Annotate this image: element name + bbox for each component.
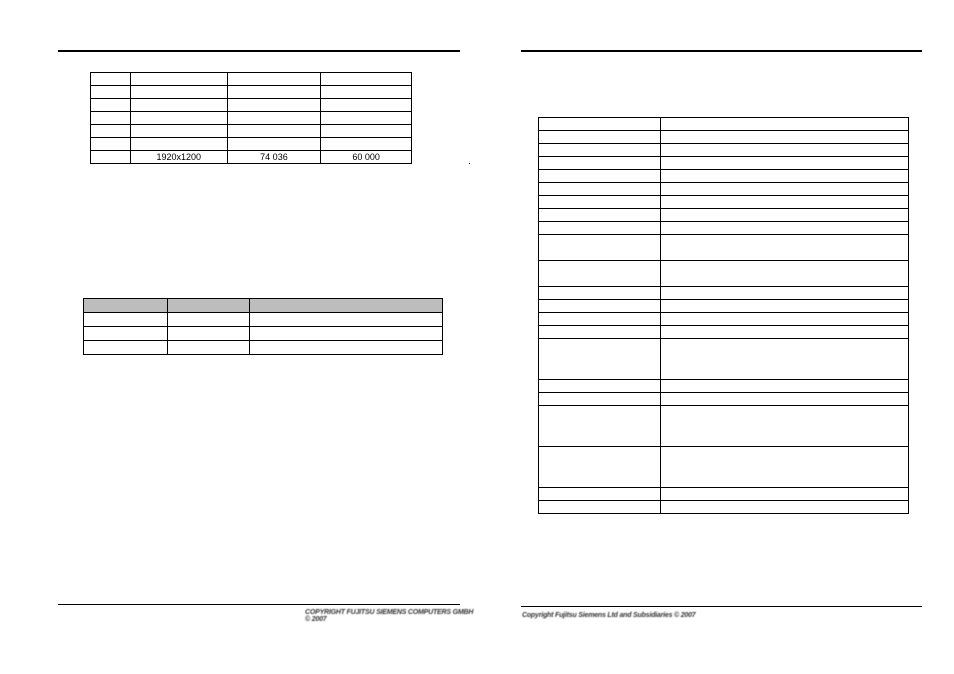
- features-table-row: [539, 393, 909, 406]
- features-table-row: [539, 326, 909, 339]
- features-table-cell: [539, 501, 661, 514]
- resolution-table-cell: [130, 112, 227, 125]
- stray-mark: [469, 163, 470, 164]
- features-table-row: [539, 144, 909, 157]
- resolution-table-cell: [227, 86, 321, 99]
- features-table-row: [539, 406, 909, 447]
- features-table-cell: [661, 447, 909, 488]
- resolution-table-cell: 60 000: [321, 151, 412, 164]
- features-table-cell: [539, 287, 661, 300]
- features-table-row: [539, 261, 909, 287]
- resolution-table-cell: [130, 138, 227, 151]
- spec-table-row: [84, 327, 443, 341]
- spec-table-cell: [167, 327, 249, 341]
- features-table-cell: [661, 488, 909, 501]
- resolution-table-row: [91, 86, 412, 99]
- features-table-cell: [661, 235, 909, 261]
- resolution-table-cell: [227, 125, 321, 138]
- features-table-cell: [661, 170, 909, 183]
- features-table-row: [539, 131, 909, 144]
- features-table-row: [539, 183, 909, 196]
- features-table-cell: [539, 488, 661, 501]
- resolution-table-cell: [227, 73, 321, 86]
- resolution-table-cell: [91, 125, 131, 138]
- features-table-row: [539, 170, 909, 183]
- features-table-row: [539, 380, 909, 393]
- features-table-cell: [539, 313, 661, 326]
- resolution-table-cell: [91, 86, 131, 99]
- features-table-cell: [661, 209, 909, 222]
- resolution-table-row: [91, 73, 412, 86]
- features-table-cell: [661, 144, 909, 157]
- spec-table-cell: [84, 341, 168, 355]
- features-table-cell: [539, 406, 661, 447]
- left-footer-copyright: COPYRIGHT FUJITSU SIEMENS COMPUTERS GMBH © 2007: [305, 609, 474, 623]
- features-table-row: [539, 157, 909, 170]
- features-table-row: [539, 196, 909, 209]
- features-table-cell: [661, 157, 909, 170]
- features-table-cell: [539, 235, 661, 261]
- left-footer-rule: [58, 604, 460, 605]
- features-table-cell: [539, 261, 661, 287]
- resolution-table-cell: 74 036: [227, 151, 321, 164]
- features-table-cell: [661, 406, 909, 447]
- features-table-cell: [539, 447, 661, 488]
- features-table-cell: [539, 339, 661, 380]
- features-table-row: [539, 313, 909, 326]
- resolution-table: [90, 72, 412, 164]
- features-table-row: [539, 287, 909, 300]
- resolution-table-cell: [321, 112, 412, 125]
- spec-table: [83, 298, 443, 355]
- resolution-table-cell: [130, 125, 227, 138]
- resolution-table-cell: 1920x1200: [130, 151, 227, 164]
- features-table-cell: [539, 131, 661, 144]
- resolution-table-row: [91, 112, 412, 125]
- spec-table-cell: [249, 341, 442, 355]
- right-header-rule: [521, 50, 922, 52]
- spec-table-header: [167, 299, 249, 313]
- resolution-table-cell: [321, 73, 412, 86]
- resolution-table-cell: [321, 125, 412, 138]
- resolution-table-cell: [130, 99, 227, 112]
- features-table-row: [539, 300, 909, 313]
- resolution-table-cell: [91, 73, 131, 86]
- spec-table-cell: [84, 313, 168, 327]
- features-table-cell: [661, 326, 909, 339]
- spec-table-row: [84, 313, 443, 327]
- spec-table-cell: [167, 341, 249, 355]
- resolution-table-cell: [227, 99, 321, 112]
- features-table-cell: [661, 261, 909, 287]
- features-table-cell: [539, 170, 661, 183]
- features-table-cell: [661, 380, 909, 393]
- features-table-row: [539, 501, 909, 514]
- features-table-cell: [539, 326, 661, 339]
- spec-table-cell: [167, 313, 249, 327]
- features-table-cell: [661, 287, 909, 300]
- features-table-cell: [539, 222, 661, 235]
- resolution-table-cell: [321, 138, 412, 151]
- features-table: [538, 117, 909, 514]
- resolution-table-cell: [130, 73, 227, 86]
- resolution-table-row: [91, 151, 412, 164]
- resolution-table-cell: [91, 138, 131, 151]
- features-table-cell: [661, 118, 909, 131]
- right-footer-copyright: Copyright Fujitsu Siemens Ltd and Subsidiaries © 2007: [522, 612, 696, 619]
- features-table-cell: [661, 300, 909, 313]
- resolution-table-cell: [321, 99, 412, 112]
- right-page: [477, 0, 954, 674]
- features-table-cell: [661, 313, 909, 326]
- features-table-row: [539, 118, 909, 131]
- features-table-row: [539, 222, 909, 235]
- features-table-cell: [539, 380, 661, 393]
- features-table-cell: [661, 196, 909, 209]
- features-table-cell: [661, 131, 909, 144]
- features-table-cell: [539, 144, 661, 157]
- resolution-table-cell: [91, 112, 131, 125]
- spec-table-cell: [249, 327, 442, 341]
- spec-table-header-row: [84, 299, 443, 313]
- resolution-table-cell: [227, 138, 321, 151]
- features-table-row: [539, 488, 909, 501]
- features-table-row: [539, 339, 909, 380]
- spec-table-header: [249, 299, 442, 313]
- features-table-row: [539, 235, 909, 261]
- left-header-rule: [58, 50, 460, 52]
- resolution-table-cell: [91, 151, 131, 164]
- features-table-row: [539, 447, 909, 488]
- features-table-cell: [539, 209, 661, 222]
- resolution-table-row: [91, 138, 412, 151]
- spec-table-header: [84, 299, 168, 313]
- features-table-cell: [661, 501, 909, 514]
- features-table-cell: [539, 157, 661, 170]
- features-table-cell: [661, 393, 909, 406]
- features-table-cell: [539, 183, 661, 196]
- resolution-table-cell: [227, 112, 321, 125]
- spec-table-cell: [84, 327, 168, 341]
- right-footer-rule: [521, 606, 922, 607]
- features-table-cell: [539, 300, 661, 313]
- resolution-table-row: [91, 125, 412, 138]
- resolution-table-cell: [130, 86, 227, 99]
- features-table-cell: [661, 183, 909, 196]
- resolution-table-cell: [91, 99, 131, 112]
- features-table-cell: [661, 339, 909, 380]
- features-table-cell: [539, 196, 661, 209]
- spec-table-row: [84, 341, 443, 355]
- features-table-cell: [539, 118, 661, 131]
- resolution-table-cell: [321, 86, 412, 99]
- resolution-table-row: [91, 99, 412, 112]
- features-table-cell: [539, 393, 661, 406]
- features-table-row: [539, 209, 909, 222]
- spec-table-cell: [249, 313, 442, 327]
- features-table-cell: [661, 222, 909, 235]
